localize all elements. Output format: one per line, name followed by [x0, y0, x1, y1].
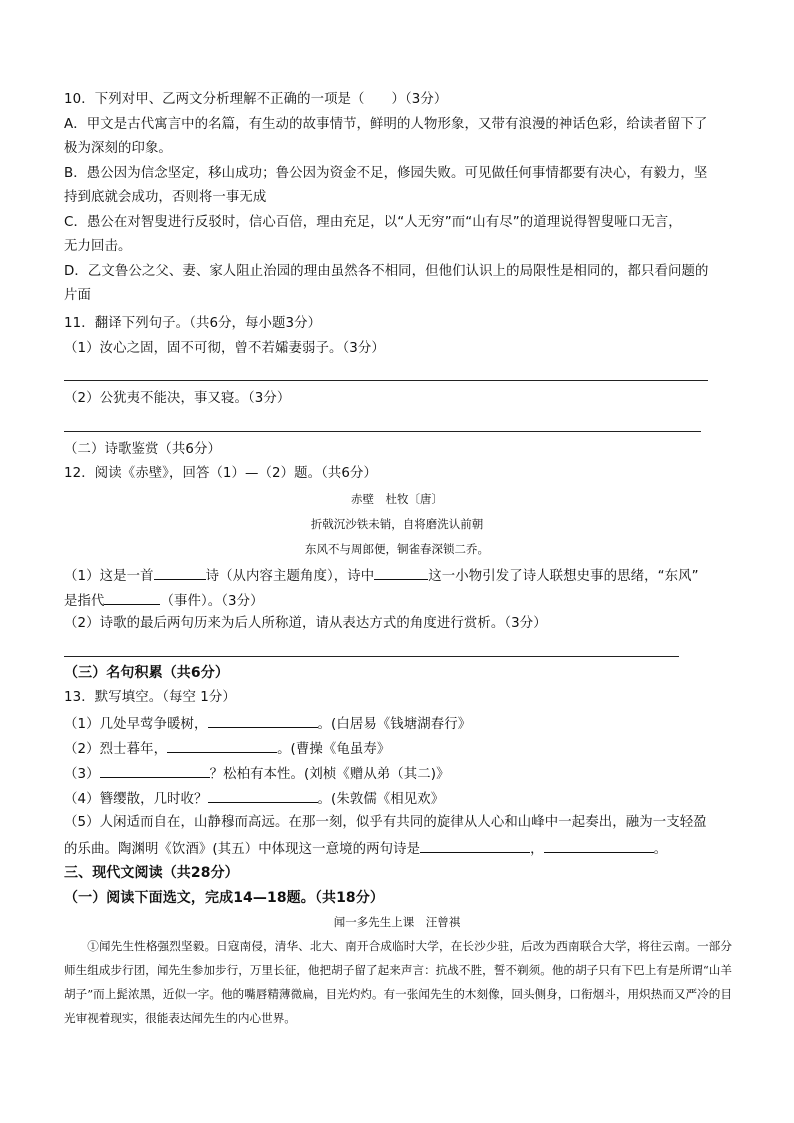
fill-blank[interactable] [208, 713, 318, 728]
fill-blank[interactable] [104, 590, 160, 605]
fill-blank[interactable] [100, 763, 210, 778]
poem-line: 东风不与周郎便，铜雀春深锁二乔。 [305, 542, 489, 556]
fill-blank[interactable] [374, 565, 428, 580]
q10-option-a-line2: 极为深刻的印象。 [64, 141, 172, 156]
q12-part-1-text: 是指代 [64, 594, 105, 609]
q12-part-1-text: 诗（从内容主题角度），诗中 [205, 569, 375, 584]
q13-item-3 [64, 763, 450, 785]
q13-item-text: ？松柏有本性。(刘桢《赠从弟（其二)》 [209, 767, 450, 782]
q12-stem: 12．阅读《赤壁》，回答（1）—（2）题。（共6分） [64, 466, 377, 481]
q10-option-b-line1: B．愚公因为信念坚定，移山成功；鲁公因为资金不足，修园失败。可见做任何事情都要有决心，有毅力，坚 [64, 166, 708, 181]
q10-option-b-line2: 持到底就会成功，否则将一事无成 [64, 190, 267, 205]
part-3-title: 三、现代文阅读（共28分） [64, 865, 239, 881]
section-poetry-title: （二）诗歌鉴赏（共6分） [64, 442, 222, 457]
fill-blank[interactable] [167, 738, 277, 753]
q13-item-text: （2）烈士暮年， [64, 742, 168, 757]
q13-item-text: 。 [653, 842, 668, 857]
q13-item-text: 。(朱敦儒《相见欢》 [317, 792, 445, 807]
q12-part-1-line2 [64, 590, 264, 612]
q10-option-d-line1: D．乙文鲁公之父、妻、家人阻止治园的理由虽然各不相同，但他们认识上的局限性是相同的，都只看问题的 [64, 264, 709, 279]
q12-part-2: （2）诗歌的最后两句历来为后人所称道，请从表达方式的角度进行赏析。（3分） [64, 616, 547, 631]
q11-sentence-1: （1）汝心之固，固不可彻，曾不若孀妻弱子。（3分） [64, 341, 385, 356]
q10-stem: 10．下列对甲、乙两文分析理解不正确的一项是（ ）（3分） [64, 92, 448, 107]
q10-option-a-line1: A．甲文是古代寓言中的名篇，有生动的故事情节，鲜明的人物形象，又带有浪漫的神话色彩，给读者留下了 [64, 117, 708, 132]
article-title: 闻一多先生上课 汪曾祺 [333, 915, 461, 929]
q13-item-5-line2 [64, 838, 667, 860]
poem-title: 赤壁 杜牧〔唐〕 [351, 492, 443, 506]
answer-line[interactable] [64, 656, 679, 657]
q13-item-4 [64, 788, 444, 810]
q13-item-2 [64, 738, 390, 760]
q13-item-5-line1: （5）人闲适而自在，山静穆而高远。在那一刻，似乎有共同的旋律从人心和山峰中一起奏出，融为一支轻盈 [64, 815, 707, 830]
q13-item-1 [64, 713, 471, 735]
q13-stem: 13．默写填空。（每空 1分） [64, 690, 236, 705]
q10-option-d-line2: 片面 [64, 288, 91, 303]
fill-blank[interactable] [208, 788, 318, 803]
q12-part-1-line1 [64, 565, 699, 587]
q13-item-text: 。(白居易《钱塘湖春行》 [317, 717, 472, 732]
q11-sentence-2: （2）公犹夷不能决，事又寝。（3分） [64, 391, 291, 406]
section-quotes-title: （三）名句积累（共6分） [64, 665, 229, 681]
fill-blank[interactable] [420, 838, 530, 853]
answer-line[interactable] [64, 431, 701, 432]
poem-line: 折戟沉沙铁未销，自将磨洗认前朝 [310, 517, 484, 531]
q13-item-text: （3） [64, 767, 100, 782]
q10-option-c-line2: 无力回击。 [64, 239, 132, 254]
reading-1-title: （一）阅读下面选文，完成14—18题。（共18分） [64, 890, 384, 906]
q10-option-c-line1: C．愚公在对智叟进行反驳时，信心百倍，理由充足，以“人无穷”而“山有尽”的道理说得智叟哑口无言， [64, 215, 682, 230]
article-paragraph-1: ①闻先生性格强烈坚毅。日寇南侵，清华、北大、南开合成临时大学，在长沙少驻，后改为西南联合大学，将往云南。一部分师生组成步行团，闻先生参加步行，万里长征，他把胡子留了起来声言：抗战不胜，誓不剃须。他的胡子只有下巴上有是所谓“山羊胡子”而上髭浓黑，近似一字。他的嘴唇精薄微扁，目光灼灼。有一张闻先生的木刻像，回头侧身，口衔烟斗，用炽热而又严冷的目光审视着现实，很能表达闻先生的内心世界。 [64, 939, 732, 1025]
q12-part-1-text: （事件）。（3分） [160, 594, 264, 609]
q13-item-text: （4）簪缨散，几时收？ [64, 792, 208, 807]
fill-blank[interactable] [544, 838, 654, 853]
q12-part-1-text: （1）这是一首 [64, 569, 154, 584]
q13-item-text: ， [530, 842, 544, 857]
q13-item-text: （1）几处早莺争暖树， [64, 717, 208, 732]
q13-item-text: 。(曹操《龟虽寿》 [277, 742, 391, 757]
fill-blank[interactable] [154, 565, 206, 580]
q12-part-1-text: 这一小物引发了诗人联想史事的思绪，“东风” [428, 569, 699, 584]
q11-stem: 11．翻译下列句子。（共6分，每小题3分） [64, 316, 322, 331]
q13-item-text: 的乐曲。陶渊明《饮酒》(其五）中体现这一意境的两句诗是 [64, 842, 421, 857]
answer-line[interactable] [64, 380, 708, 381]
